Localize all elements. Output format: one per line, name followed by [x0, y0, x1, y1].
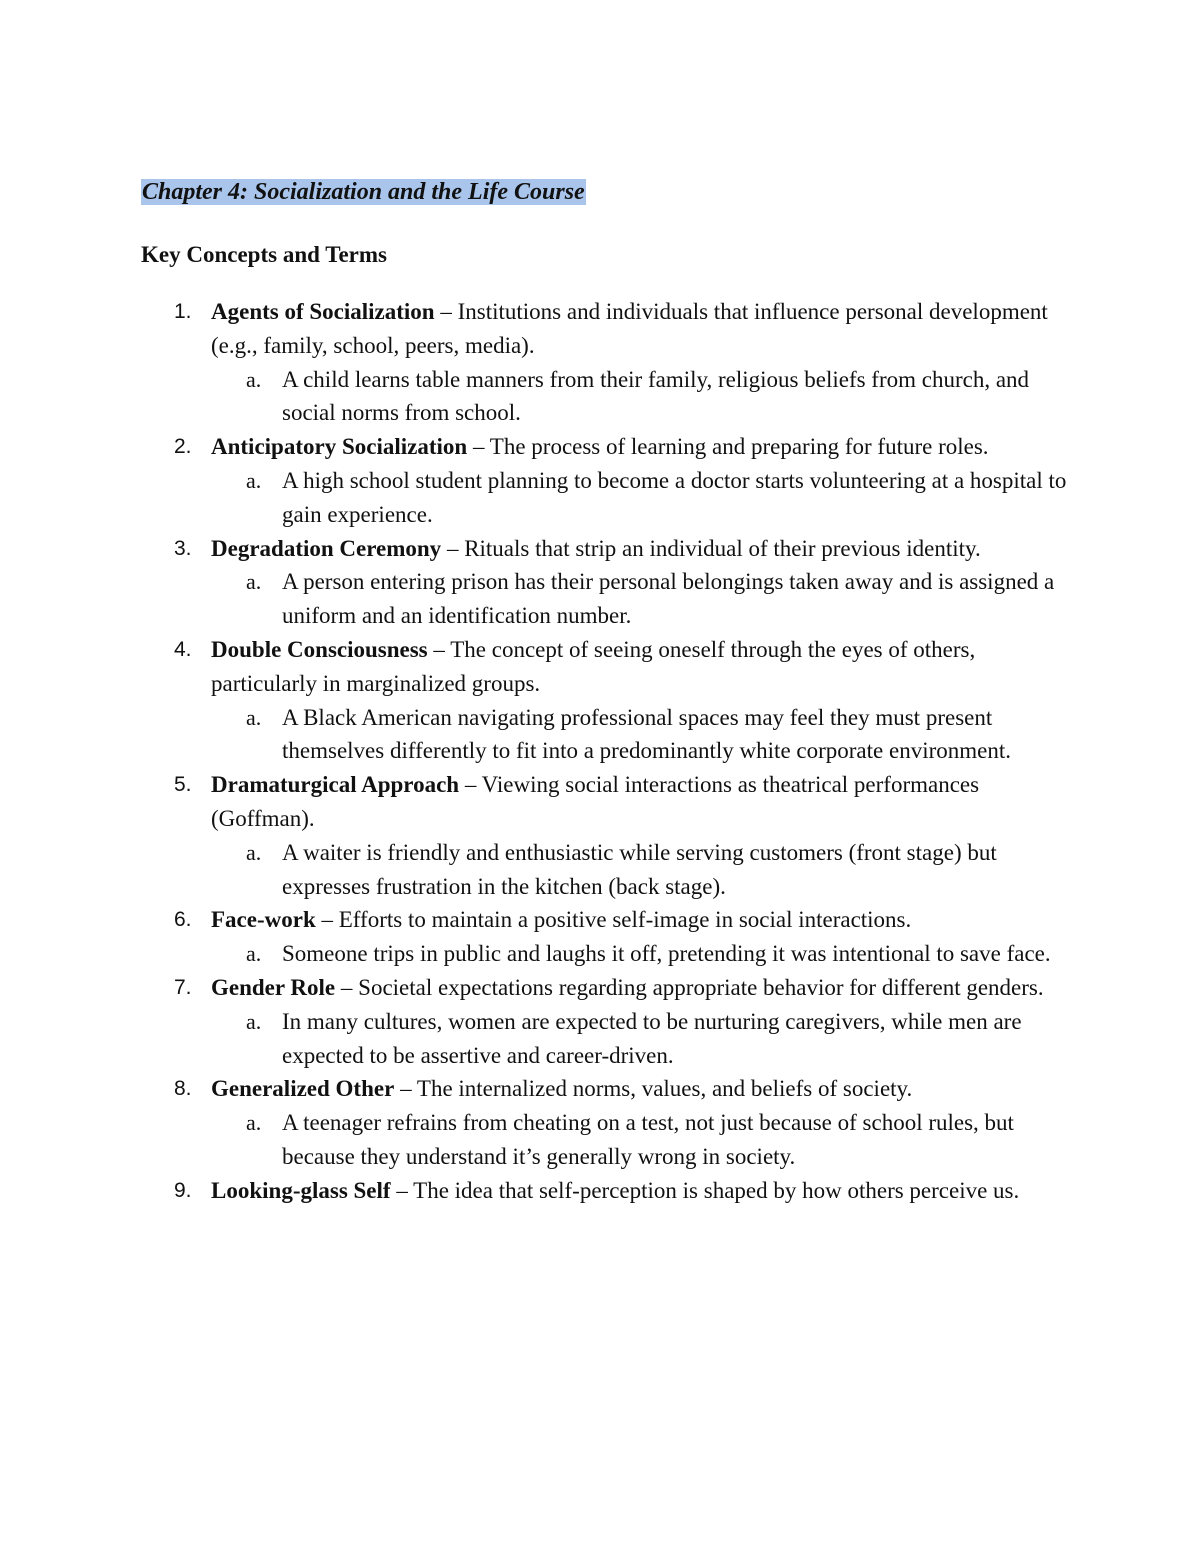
term-example [0, 701, 1200, 769]
term-entry [0, 430, 1200, 464]
list-item [0, 1072, 1200, 1173]
example-marker: a. [246, 1008, 262, 1034]
term-name: Gender Role [211, 974, 336, 1000]
term-number: 4. [174, 637, 192, 661]
term-entry [0, 532, 1200, 566]
term-number: 5. [174, 773, 192, 797]
term-definition: – Rituals that strip an individual of their previous identity. [441, 535, 981, 561]
term-definition: – The concept of seeing oneself through the eyes of others, particularly in marginalized groups. [211, 636, 976, 696]
example-text: A teenager refrains from cheating on a test, not just because of school rules, but because they understand it’s generally wrong in society. [282, 1110, 1014, 1169]
list-item [0, 295, 1200, 430]
term-entry [0, 768, 1200, 836]
term-name: Double Consciousness [211, 636, 428, 662]
term-name: Looking-glass Self [211, 1177, 391, 1203]
list-item [0, 633, 1200, 768]
term-example [0, 1005, 1200, 1073]
chapter-title-text: Chapter 4: Socialization and the Life Course [142, 179, 585, 205]
term-definition: – The process of learning and preparing for future roles. [467, 434, 989, 460]
term-entry [0, 1072, 1200, 1106]
term-number: 3. [174, 536, 192, 560]
terms-list [0, 295, 1200, 1208]
term-number: 9. [174, 1178, 192, 1202]
term-number: 6. [174, 908, 192, 932]
list-item [0, 768, 1200, 903]
list-item [0, 532, 1200, 633]
example-marker: a. [246, 704, 262, 730]
example-marker: a. [246, 941, 262, 967]
example-text: In many cultures, women are expected to be nurturing caregivers, while men are expected to be assertive and career-driven. [282, 1008, 1022, 1068]
term-number: 2. [174, 435, 192, 459]
example-text: A Black American navigating professional spaces may feel they must present themselves differently to fit into a predominantly white corporate environment. [282, 704, 1011, 764]
example-text: A high school student planning to become a doctor starts volunteering at a hospital to gain experience. [282, 467, 1067, 527]
term-definition: – The internalized norms, values, and beliefs of society. [394, 1076, 913, 1102]
term-example [0, 1106, 1200, 1174]
term-name: Anticipatory Socialization [211, 434, 468, 460]
term-name: Generalized Other [211, 1076, 395, 1102]
example-marker: a. [246, 839, 262, 865]
term-name: Agents of Socialization [211, 299, 435, 324]
term-example [0, 464, 1200, 532]
term-number: 7. [174, 975, 192, 999]
term-definition: – Efforts to maintain a positive self-image in social interactions. [315, 907, 912, 933]
term-entry [0, 295, 1200, 363]
example-marker: a. [246, 1110, 262, 1136]
example-marker: a. [246, 467, 262, 493]
list-item [0, 1174, 1200, 1208]
term-definition: – Viewing social interactions as theatrical performances (Goffman). [211, 772, 980, 831]
example-text: A person entering prison has their personal belongings taken away and is assigned a uniform and an identification number. [282, 569, 1055, 629]
chapter-title [141, 176, 586, 208]
term-number: 8. [174, 1077, 192, 1101]
example-marker: a. [246, 569, 262, 595]
example-text: A waiter is friendly and enthusiastic while serving customers (front stage) but expresses frustration in the kitchen (back stage). [282, 839, 997, 899]
list-item [0, 903, 1200, 971]
term-example [0, 363, 1200, 431]
list-item [0, 430, 1200, 531]
term-name: Degradation Ceremony [211, 535, 442, 561]
term-entry [0, 903, 1200, 937]
example-text: A child learns table manners from their family, religious beliefs from church, and social norms from school. [282, 366, 1030, 426]
term-entry [0, 1174, 1200, 1208]
term-entry [0, 971, 1200, 1005]
term-definition: – Societal expectations regarding appropriate behavior for different genders. [335, 974, 1044, 1000]
term-example [0, 937, 1200, 971]
term-name: Dramaturgical Approach [211, 772, 460, 798]
term-definition: – The idea that self-perception is shaped by how others perceive us. [390, 1177, 1020, 1203]
example-marker: a. [246, 366, 262, 392]
term-entry [0, 633, 1200, 701]
list-item [0, 971, 1200, 1072]
term-definition: – Institutions and individuals that influence personal development (e.g., family, school, peers, media). [211, 299, 1048, 358]
section-heading: Key Concepts and Terms [141, 242, 387, 267]
term-number: 1. [174, 300, 192, 323]
term-example [0, 836, 1200, 904]
term-name: Face-work [211, 907, 316, 933]
example-text: Someone trips in public and laughs it off, pretending it was intentional to save face. [282, 941, 1051, 967]
term-example [0, 565, 1200, 633]
